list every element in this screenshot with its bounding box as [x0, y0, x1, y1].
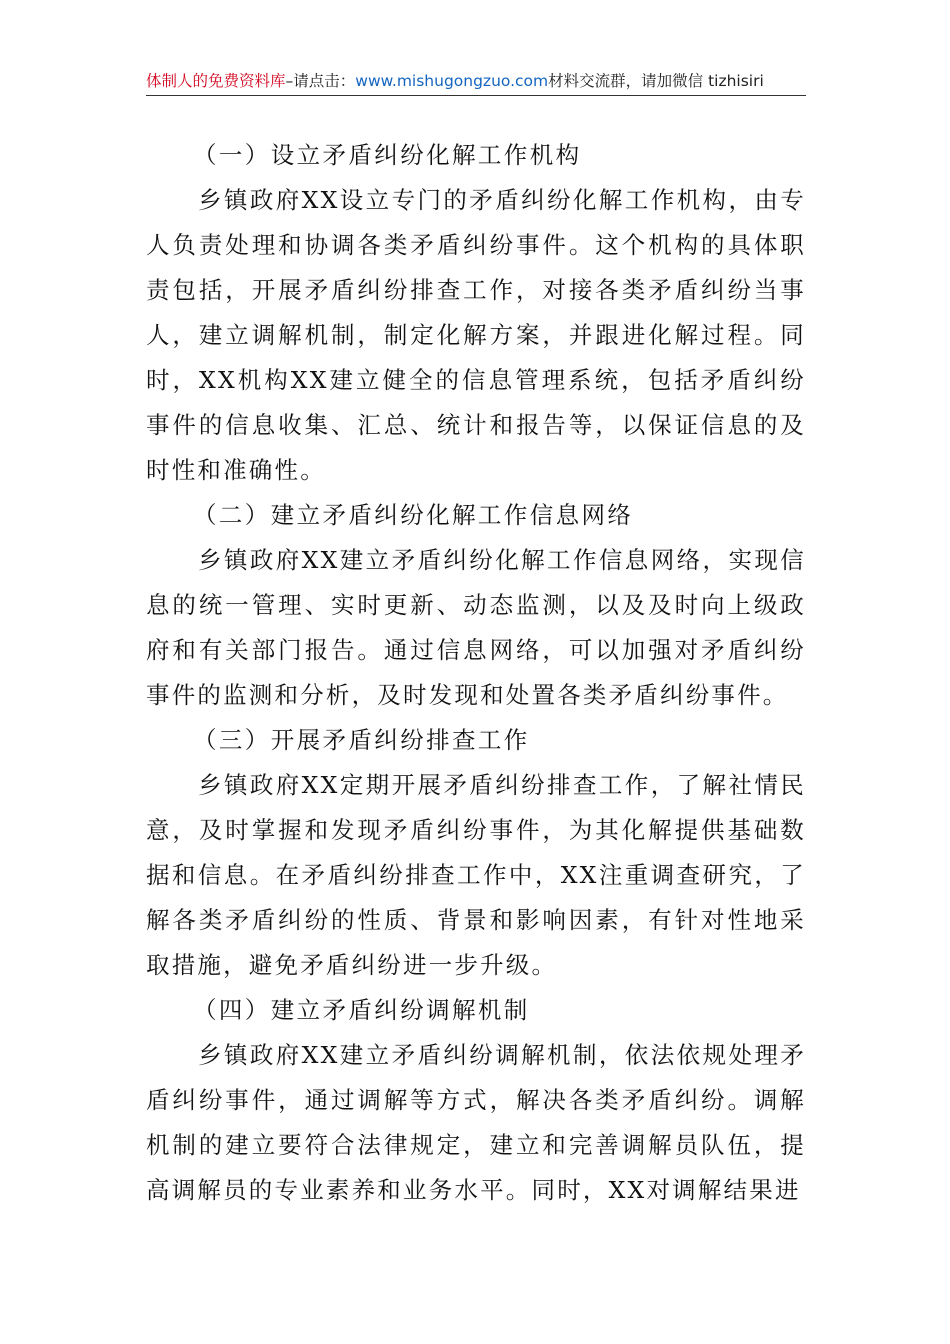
section-1-heading: （一）设立矛盾纠纷化解工作机构	[193, 141, 582, 169]
page-header	[146, 68, 806, 94]
section-1-paragraph: 乡镇政府XX设立专门的矛盾纠纷化解工作机构，由专人负责处理和协调各类矛盾纠纷事件。这个机构的具体职责包括，开展矛盾纠纷排查工作，对接各类矛盾纠纷当事人，建立调解机制，制定化解方案，并跟进化解过程。同时，XX机构XX建立健全的信息管理系统，包括矛盾纠纷事件的信息收集、汇总、统计和报告等，以保证信息的及时性和准确性。	[146, 186, 806, 484]
document-body	[146, 133, 806, 1213]
header-note: 材料交流群，请加微信 tizhisiri	[548, 72, 764, 90]
section-3-paragraph: 乡镇政府XX定期开展矛盾纠纷排查工作，了解社情民意，及时掌握和发现矛盾纠纷事件，为其化解提供基础数据和信息。在矛盾纠纷排查工作中，XX注重调查研究，了解各类矛盾纠纷的性质、背景和影响因素，有针对性地采取措施，避免矛盾纠纷进一步升级。	[146, 771, 806, 979]
header-prompt: –请点击：	[285, 72, 356, 90]
section-2-heading: （二）建立矛盾纠纷化解工作信息网络	[193, 501, 634, 529]
section-2-paragraph: 乡镇政府XX建立矛盾纠纷化解工作信息网络，实现信息的统一管理、实时更新、动态监测，以及及时向上级政府和有关部门报告。通过信息网络，可以加强对矛盾纠纷事件的监测和分析，及时发现和处置各类矛盾纠纷事件。	[146, 546, 806, 709]
section-4-paragraph: 乡镇政府XX建立矛盾纠纷调解机制，依法依规处理矛盾纠纷事件，通过调解等方式，解决各类矛盾纠纷。调解机制的建立要符合法律规定，建立和完善调解员队伍，提高调解员的专业素养和业务水平。同时，XX对调解结果进	[146, 1041, 806, 1204]
section-4-heading: （四）建立矛盾纠纷调解机制	[193, 996, 530, 1024]
section-3-heading: （三）开展矛盾纠纷排查工作	[193, 726, 530, 754]
header-divider	[146, 95, 806, 96]
header-link[interactable]: www.mishugongzuo.com	[355, 72, 549, 90]
header-title: 体制人的免费资料库	[146, 72, 286, 90]
